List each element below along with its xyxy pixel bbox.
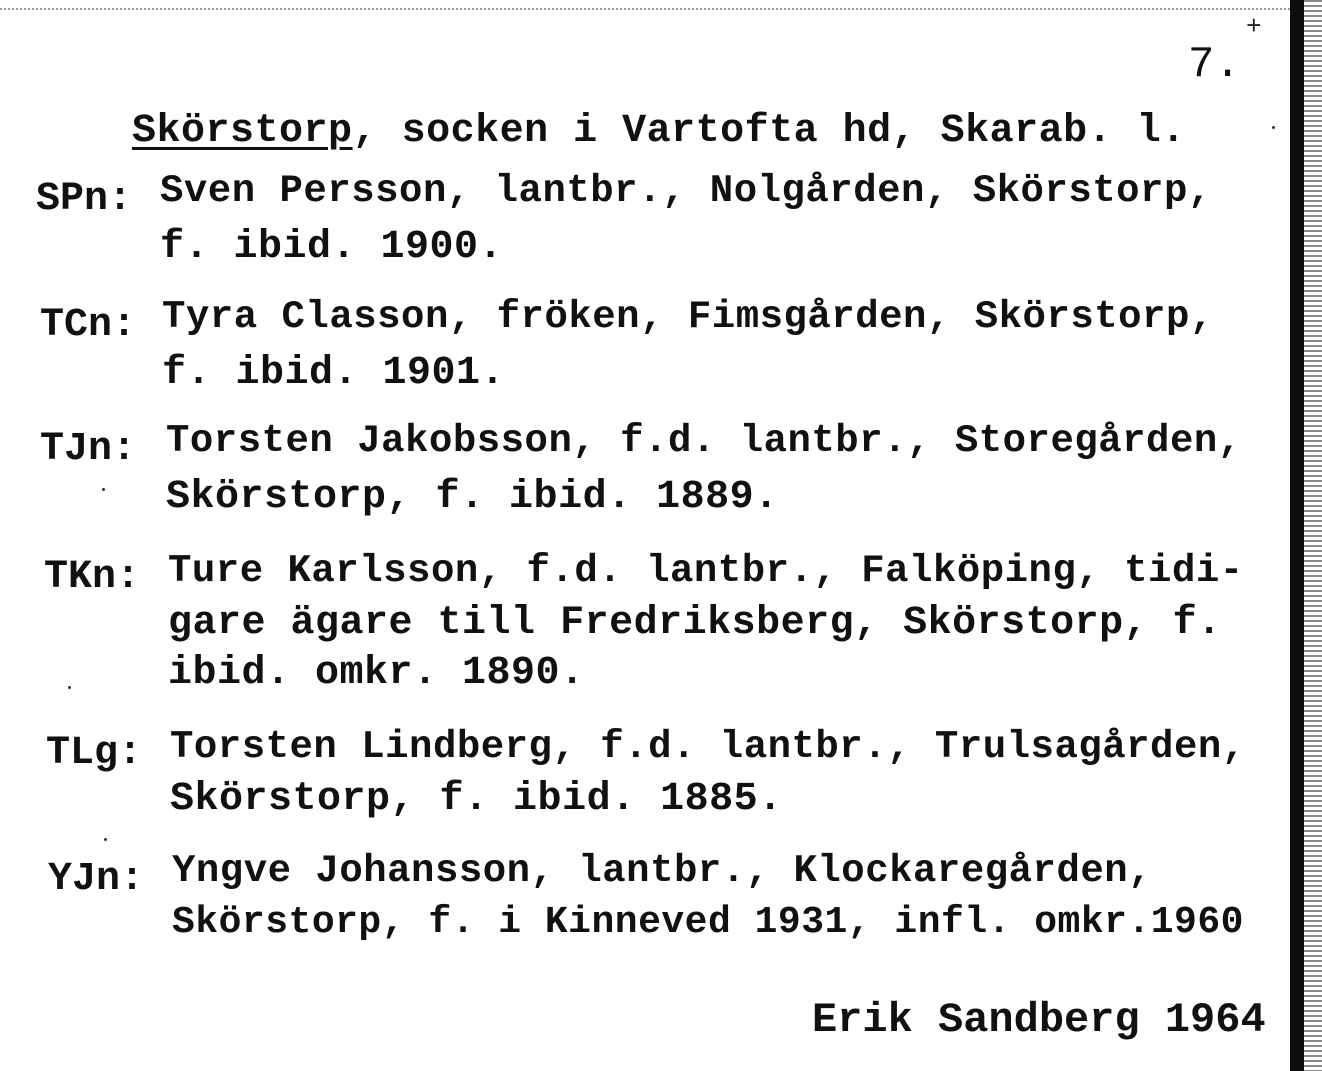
informant-code: SPn:: [36, 177, 133, 222]
informant-code: TJn:: [40, 427, 137, 472]
card-right-edge-shadow: [1304, 0, 1322, 1071]
informant-code: TCn:: [40, 303, 137, 348]
header-description: , socken i Vartofta hd, Skarab. l.: [352, 109, 1186, 154]
ink-speck: [102, 488, 105, 491]
entry-line: f. ibid. 1901.: [162, 351, 506, 396]
entry-line: Sven Persson, lantbr., Nolgården, Skörstorp,: [160, 169, 1212, 213]
entry-line: f. ibid. 1900.: [160, 225, 504, 270]
entry-line: Tyra Classon, fröken, Fimsgården, Skörstorp,: [162, 295, 1214, 339]
card-number: 7.: [1188, 40, 1241, 90]
entry-line: Torsten Lindberg, f.d. lantbr., Trulsagården,: [170, 725, 1246, 769]
entry-line: Skörstorp, f. i Kinneved 1931, infl. omkr.1960: [172, 901, 1244, 944]
entry-line: Ture Karlsson, f.d. lantbr., Falköping, tidi-: [168, 549, 1244, 593]
ink-speck: [104, 838, 107, 841]
entry-line: Torsten Jakobsson, f.d. lantbr., Storegården,: [166, 419, 1242, 463]
informant-code: TKn:: [44, 555, 141, 600]
informant-code: YJn:: [48, 857, 145, 902]
entry-line: ibid. omkr. 1890.: [168, 651, 585, 696]
entry-line: Skörstorp, f. ibid. 1889.: [166, 475, 779, 520]
card-top-edge: [0, 8, 1290, 10]
ink-speck: [1272, 126, 1275, 129]
card-right-edge: [1290, 0, 1304, 1071]
informant-code: TLg:: [46, 731, 143, 776]
corner-mark: +: [1246, 12, 1262, 42]
entry-line: Skörstorp, f. ibid. 1885.: [170, 777, 783, 822]
entry-line: gare ägare till Fredriksberg, Skörstorp, f.: [168, 601, 1222, 646]
ink-speck: [68, 686, 71, 689]
headword: Skörstorp: [132, 109, 353, 154]
signature: Erik Sandberg 1964: [812, 996, 1266, 1044]
entry-line: Yngve Johansson, lantbr., Klockaregården,: [172, 849, 1153, 893]
